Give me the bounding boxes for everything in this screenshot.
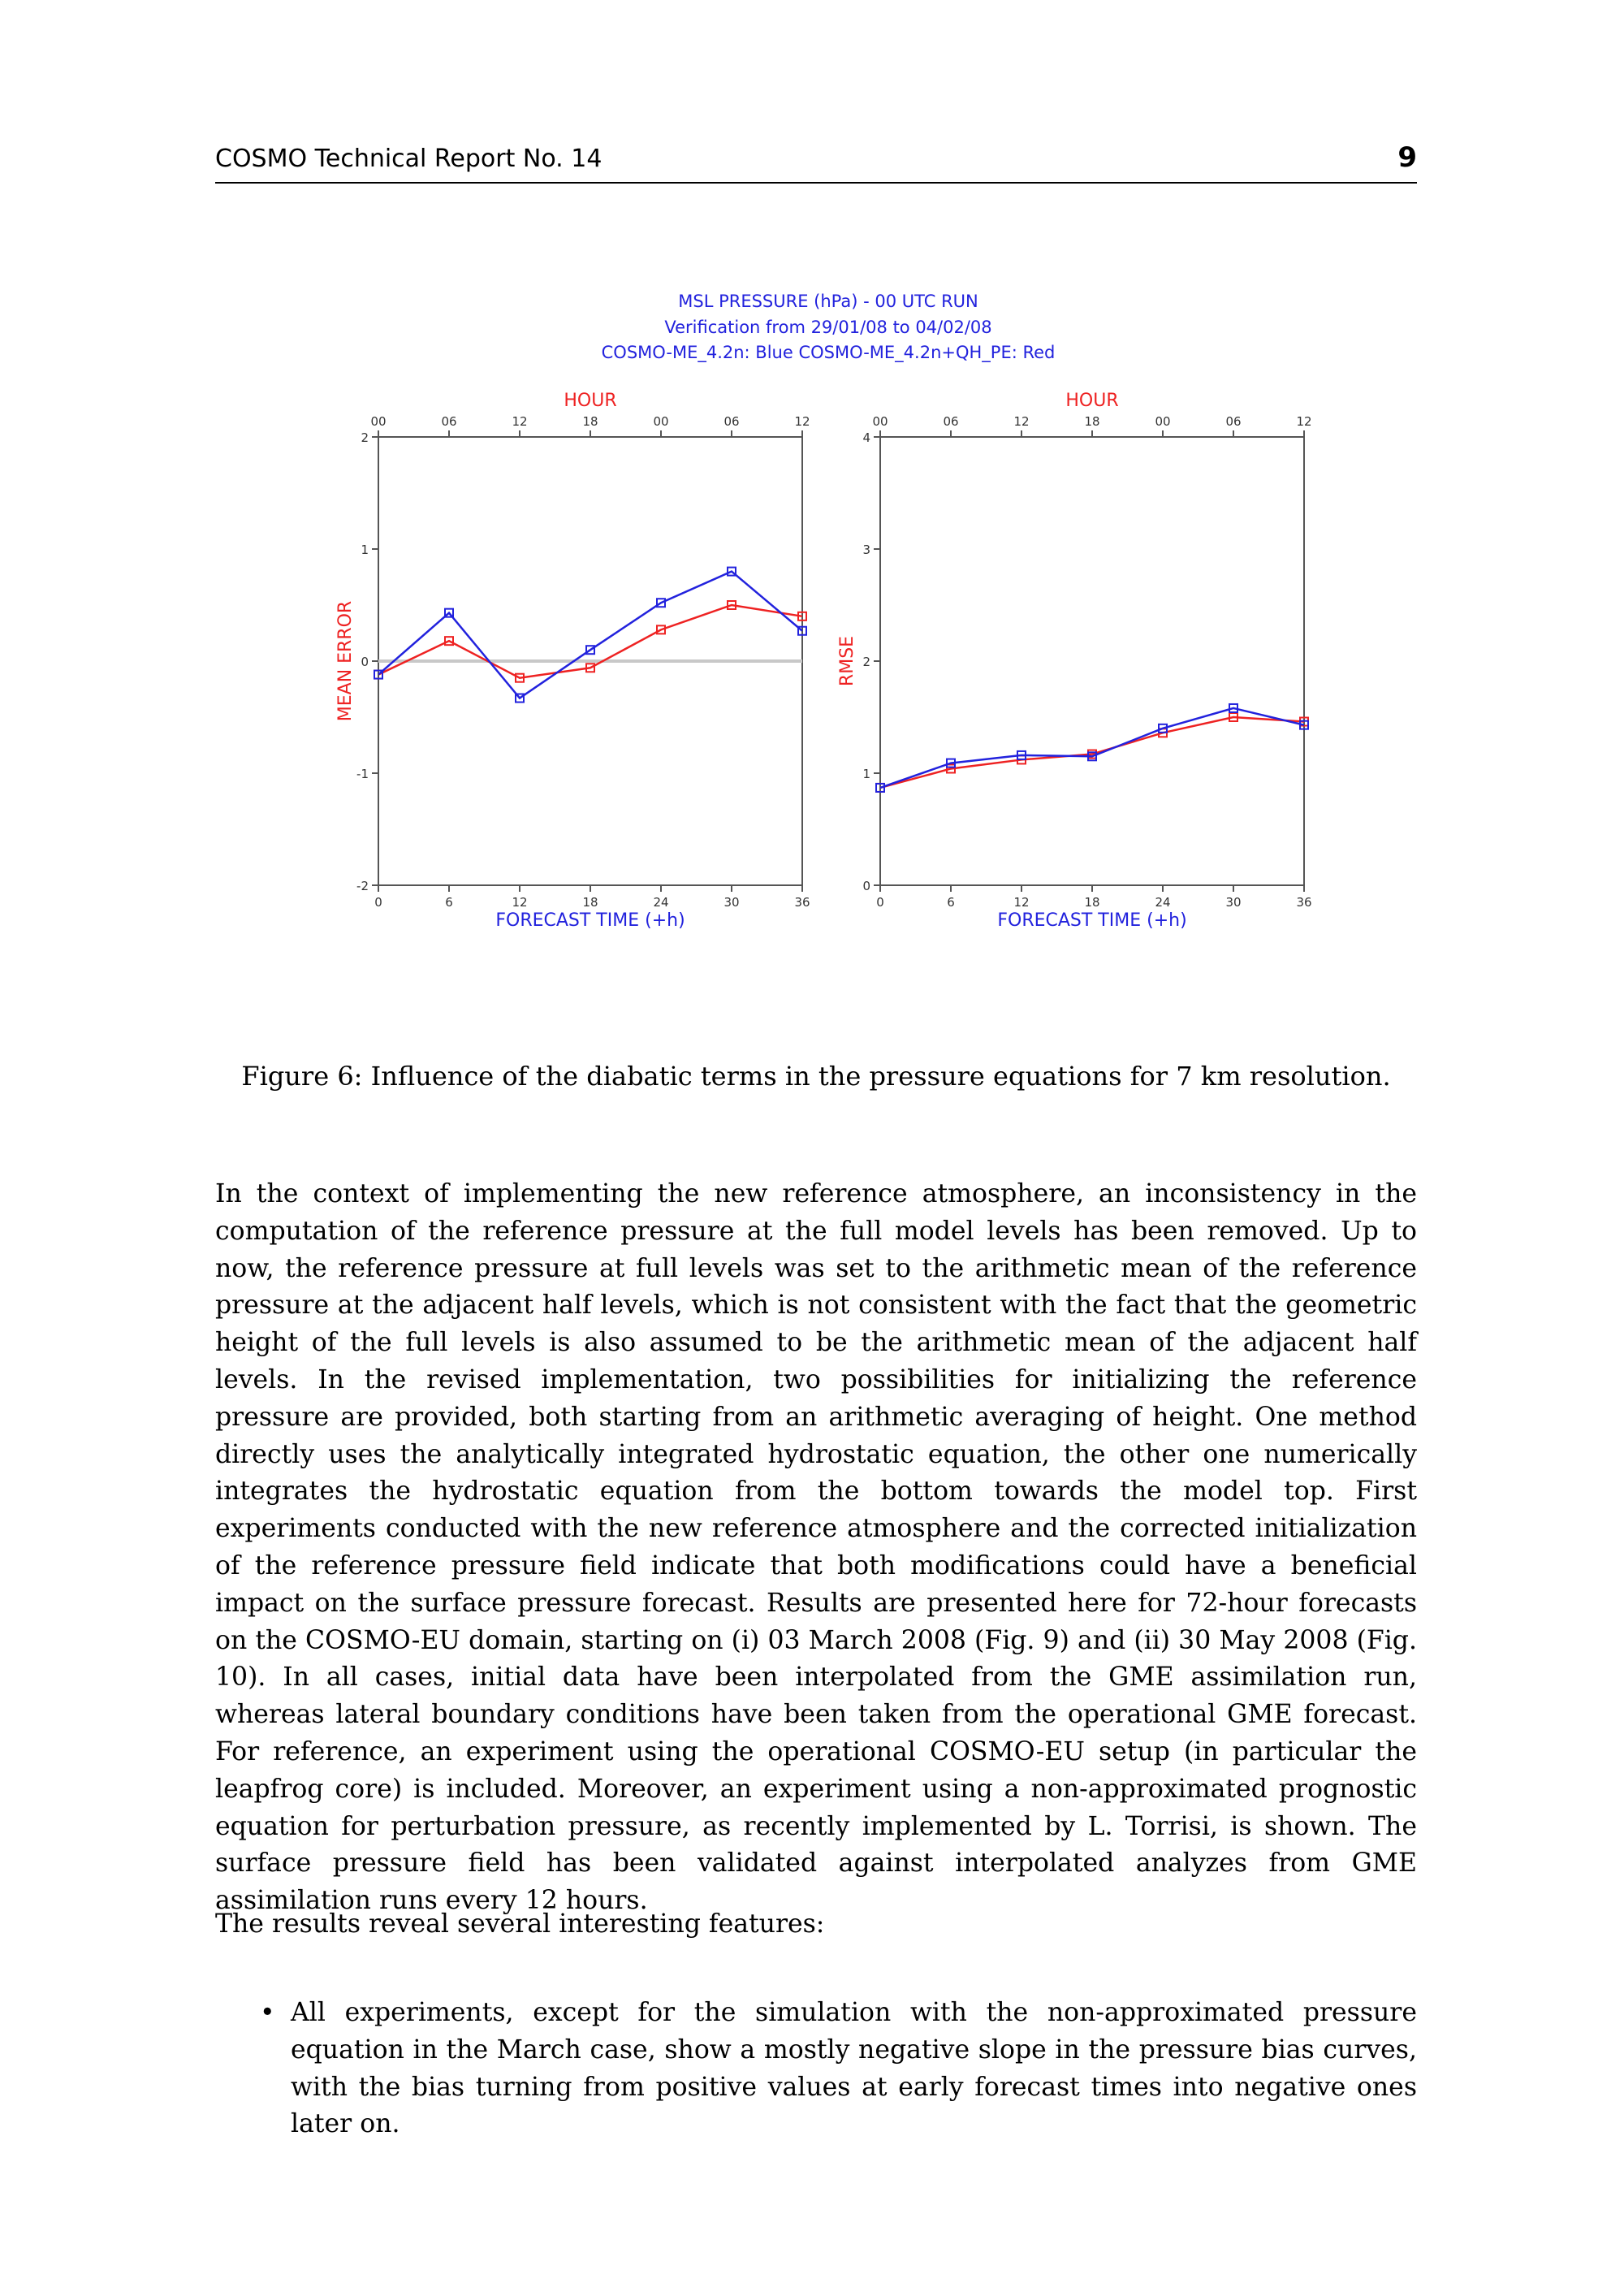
top-tick-label: 12 xyxy=(1013,414,1030,429)
x-tick-label: 36 xyxy=(1296,895,1312,910)
top-tick-label: 00 xyxy=(1155,414,1171,429)
x-tick-label: 0 xyxy=(374,895,382,910)
top-tick-label: 12 xyxy=(794,414,810,429)
top-axis-label: HOUR xyxy=(1065,391,1119,411)
x-tick-label: 0 xyxy=(876,895,884,910)
top-tick-label: 06 xyxy=(943,414,959,429)
y-tick-label: 1 xyxy=(361,543,369,557)
x-tick-label: 30 xyxy=(723,895,740,910)
x-axis-label: FORECAST TIME (+h) xyxy=(997,910,1187,931)
series-line-blue xyxy=(378,572,802,698)
series-line-blue xyxy=(880,708,1304,788)
figure-title-line-2: Verification from 29/01/08 to 04/02/08 xyxy=(664,318,992,337)
plot-frame xyxy=(880,437,1304,885)
x-tick-label: 30 xyxy=(1225,895,1242,910)
top-tick-label: 06 xyxy=(441,414,457,429)
top-tick-label: 00 xyxy=(872,414,888,429)
report-title: COSMO Technical Report No. 14 xyxy=(215,145,603,173)
x-tick-label: 12 xyxy=(1013,895,1030,910)
x-tick-label: 18 xyxy=(582,895,598,910)
bullet-icon: • xyxy=(260,1998,275,2027)
top-tick-label: 06 xyxy=(1225,414,1242,429)
x-axis-label: FORECAST TIME (+h) xyxy=(495,910,685,931)
y-tick-label: -1 xyxy=(356,767,369,781)
top-tick-label: 00 xyxy=(370,414,387,429)
x-tick-label: 18 xyxy=(1084,895,1100,910)
mean-error-panel xyxy=(335,391,810,931)
top-axis-label: HOUR xyxy=(564,391,617,411)
y-axis-label: MEAN ERROR xyxy=(335,600,356,722)
list-item xyxy=(215,1995,1417,2143)
figure-title-line-3: COSMO-ME_4.2n: Blue COSMO-ME_4.2n+QH_PE: Red xyxy=(601,343,1056,362)
running-header xyxy=(215,141,1417,184)
figure-6 xyxy=(325,284,1332,934)
page-number: 9 xyxy=(1397,141,1417,174)
x-tick-label: 12 xyxy=(512,895,528,910)
x-tick-label: 6 xyxy=(445,895,453,910)
x-tick-label: 24 xyxy=(653,895,669,910)
x-tick-label: 6 xyxy=(947,895,955,910)
series-line-red xyxy=(378,605,802,678)
x-tick-label: 36 xyxy=(794,895,810,910)
top-tick-label: 12 xyxy=(1296,414,1312,429)
y-tick-label: 0 xyxy=(361,655,369,669)
y-tick-label: -2 xyxy=(356,879,369,893)
top-tick-label: 12 xyxy=(512,414,528,429)
bullet-list xyxy=(215,1995,1417,2143)
body-paragraph-2: The results reveal several interesting features: xyxy=(215,1909,825,1939)
y-tick-label: 2 xyxy=(361,430,369,445)
top-tick-label: 06 xyxy=(723,414,740,429)
x-tick-label: 24 xyxy=(1155,895,1171,910)
y-tick-label: 3 xyxy=(862,543,870,557)
y-axis-label: RMSE xyxy=(837,635,857,687)
body-paragraph-1: In the context of implementing the new reference atmosphere, an inconsistency in the computation of the reference pressure at the full model levels has been removed. Up to now, the reference pressure at full levels was set to the arithmetic mean of the reference pressure at the adjacent half levels, which is not consistent with the fact that the geometric height of the full levels is also assumed to be the arithmetic mean of the adjacent half levels. In the revised implementation, two possibilities for initializing the reference pressure are provided, both starting from an arithmetic averaging of height. One method directly uses the analytically integrated hydrostatic equation, the other one numerically integrates the hydrostatic equation from the bottom towards the model top. First experiments conducted with the new reference atmosphere and the corrected initialization of the reference pressure field indicate that both modifications could have a beneficial impact on the surface pressure forecast. Results are presented here for 72-hour forecasts on the COSMO-EU domain, starting on (i) 03 March 2008 (Fig. 9) and (ii) 30 May 2008 (Fig. 10). In all cases, initial data have been interpolated from the GME assimilation run, whereas lateral boundary conditions have been taken from the operational GME forecast. For reference, an experiment using the operational COSMO-EU setup (in particular the leapfrog core) is included. Moreover, an experiment using a non-approximated prognostic equation for perturbation pressure, as recently implemented by L. Torrisi, is shown. The surface pressure field has been validated against interpolated analyzes from GME assimilation runs every 12 hours. xyxy=(215,1179,1417,1916)
top-tick-label: 00 xyxy=(653,414,669,429)
y-tick-label: 0 xyxy=(862,879,870,893)
bullet-text: All experiments, except for the simulation with the non-approximated pressure equation in the March case, show a mostly negative slope in the pressure bias curves, with the bias turning from positive values at early forecast times into negative ones later on. xyxy=(291,1998,1417,2139)
top-tick-label: 18 xyxy=(582,414,598,429)
top-tick-label: 18 xyxy=(1084,414,1100,429)
y-tick-label: 1 xyxy=(862,767,870,781)
y-tick-label: 2 xyxy=(862,655,870,669)
rmse-panel xyxy=(837,391,1312,931)
y-tick-label: 4 xyxy=(862,430,870,445)
figure-caption: Figure 6: Influence of the diabatic terms in the pressure equations for 7 km resolution. xyxy=(241,1061,1391,1092)
figure-title-line-1: MSL PRESSURE (hPa) - 00 UTC RUN xyxy=(678,292,978,311)
